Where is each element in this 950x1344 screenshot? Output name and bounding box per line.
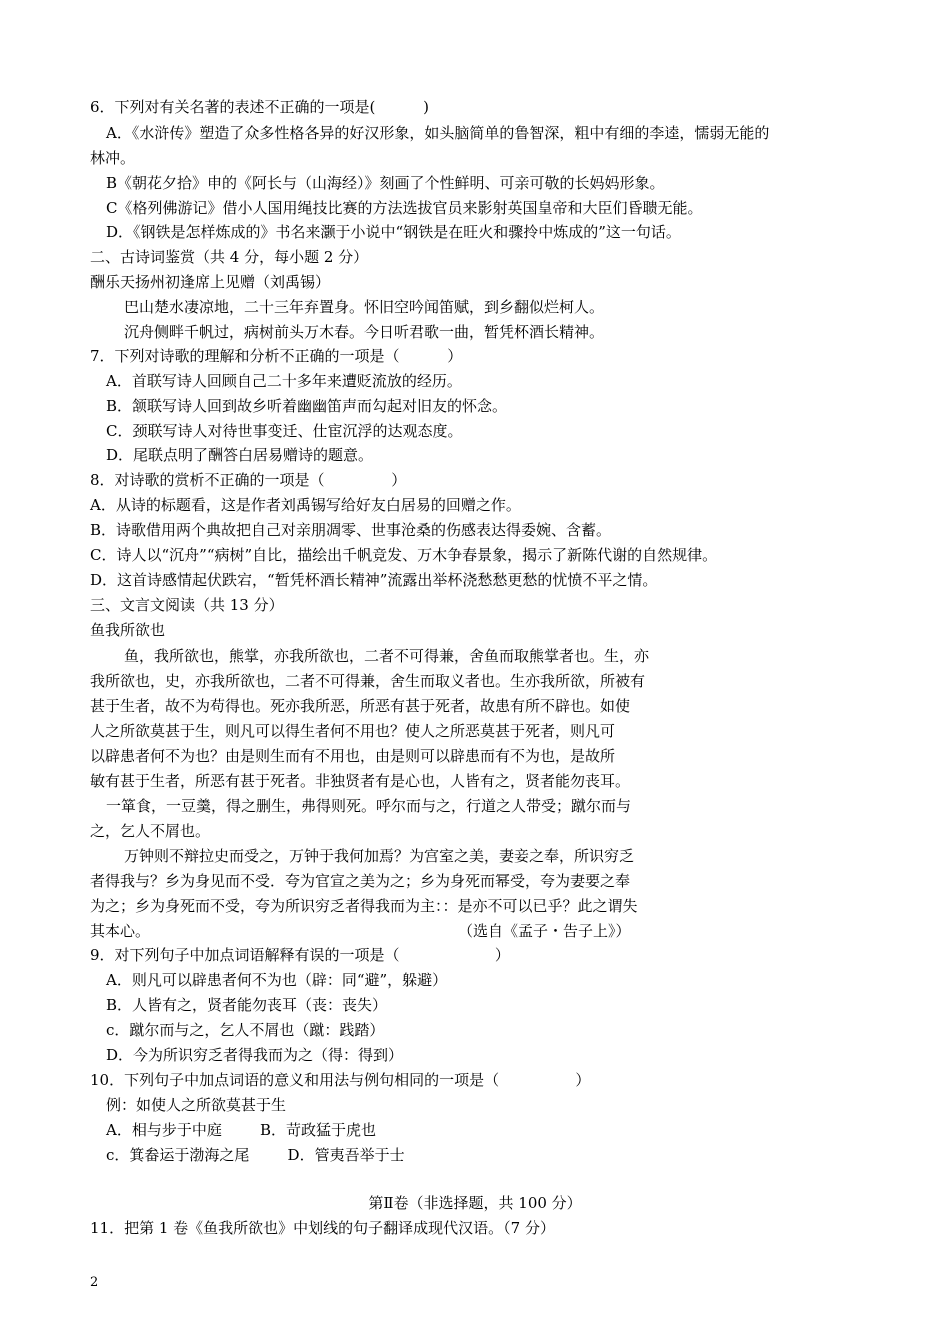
q10-example: 例：如使人之所欲莫甚于生 <box>106 1096 287 1114</box>
q7-option-c: C．颈联写诗人对待世事变迁、仕宦沉浮的达观态度。 <box>106 422 463 440</box>
passage-line: 敏有甚于生者，所恶有甚于死者。非独贤者有是心也，人皆有之，贤者能勿丧耳。 <box>90 772 631 790</box>
poem-line-2: 沉舟侧畔千帆过，病树前头万木春。今日听君歌一曲，暂凭杯酒长精神。 <box>124 323 605 341</box>
q9-option-b: B．人皆有之，贤者能勿丧耳（丧：丧失） <box>106 996 388 1014</box>
q7-option-d: D．尾联点明了酬答白居易赠诗的题意。 <box>106 446 374 464</box>
poem-line-1: 巴山楚水凄凉地，二十三年弃置身。怀旧空吟闻笛赋，到乡翻似烂柯人。 <box>124 298 605 316</box>
q10-options-ab: A．相与步于中庭 B．苛政猛于虎也 <box>106 1121 377 1139</box>
question-8-stem: 8．对诗歌的赏析不正确的一项是（ ） <box>90 471 407 489</box>
q10-options-cd: c．箕畚运于渤海之尾 D．管夷吾举于士 <box>106 1146 405 1164</box>
part-2-heading: 第Ⅱ卷（非选择题，共 100 分） <box>368 1194 582 1212</box>
question-11-stem: 11．把第 1 卷《鱼我所欲也》中划线的句子翻译成现代汉语。（7 分） <box>90 1219 555 1237</box>
q8-option-b: B．诗歌借用两个典故把自己对亲朋凋零、世事沧桑的伤感表达得委婉、含蓄。 <box>90 521 612 539</box>
q6-option-a: A．《水浒传》塑造了众多性格各异的好汉形象，如头脑简单的鲁智深，粗中有细的李逵，懦弱无能的 <box>106 124 770 142</box>
q7-option-b: B．颔联写诗人回到故乡听着幽幽笛声而勾起对旧友的怀念。 <box>106 397 508 415</box>
q6-option-c: C《格列佛游记》借小人国用绳技比赛的方法选拔官员来影射英国皇帝和大臣们昏聩无能。 <box>106 199 703 217</box>
passage-line: 甚于生者，故不为苟得也。死亦我所恶，所恶有甚于死者，故患有所不辟也。如使 <box>90 697 631 715</box>
passage-line: 以辟患者何不为也？由是则生而有不用也，由是则可以辟患而有不为也，是故所 <box>90 747 616 765</box>
q9-option-a: A．则凡可以辟患者何不为也（辟：同“避”，躲避） <box>106 971 448 989</box>
passage-line: 我所欲也，史，亦我所欲也，二者不可得兼，舍生而取义者也。生亦我所欲，所被有 <box>90 672 646 690</box>
passage-line: 之，乞人不屑也。 <box>90 822 211 840</box>
passage-line: 者得我与？乡为身见而不受．夸为官宣之美为之；乡为身死而幂受，夸为妻要之奉 <box>90 872 631 890</box>
passage-line: 万钟则不辩拉史而受之，万钟于我何加焉？为宫室之美，妻妾之奉，所识穷乏 <box>124 847 635 865</box>
section-2-heading: 二、古诗词鉴赏（共 4 分，每小题 2 分） <box>90 248 369 266</box>
question-6-stem: 6．下列对有关名著的表述不正确的一项是( ) <box>90 98 429 116</box>
q8-option-c: C．诗人以“沉舟”“病树”自比，描绘出千帆竞发、万木争春景象，揭示了新陈代谢的自然规律。 <box>90 546 718 564</box>
passage-title: 鱼我所欲也 <box>90 621 166 639</box>
question-7-stem: 7．下列对诗歌的理解和分析不正确的一项是（ ） <box>90 347 463 365</box>
q9-option-d: D．今为所识穷乏者得我而为之（得：得到） <box>106 1046 404 1064</box>
page-number: 2 <box>90 1275 99 1290</box>
section-3-heading: 三、文言文阅读（共 13 分） <box>90 596 284 614</box>
q8-option-d: D．这首诗感情起伏跌宕，“暂凭杯酒长精神”流露出举杯浇愁愁更愁的忧愤不平之情。 <box>90 571 658 589</box>
q6-option-d: D．《钢铁是怎样炼成的》书名来灏于小说中“钢铁是在旺火和骤拎中炼成的”这一句话。 <box>106 223 681 241</box>
question-10-stem: 10．下列句子中加点词语的意义和用法与例句相同的一项是（ ） <box>90 1071 591 1089</box>
passage-line: 鱼，我所欲也，熊掌，亦我所欲也，二者不可得兼，舍鱼而取熊掌者也。生，亦 <box>124 647 650 665</box>
q6-option-a-cont: 林冲。 <box>90 149 136 167</box>
passage-line: 其本心。 <box>90 922 151 940</box>
q9-option-c: c．蹴尔而与之，乞人不屑也（蹴：践踏） <box>106 1021 385 1039</box>
passage-line: 为之；乡为身死而不受，夸为所识穷乏者得我而为主：：是亦不可以已乎？此之谓失 <box>90 897 638 915</box>
q6-option-b: B《朝花夕拾》申的《阿长与（山海经）》刻画了个性鲜明、可亲可敬的长妈妈形象。 <box>106 174 665 192</box>
q8-option-a: A．从诗的标题看，这是作者刘禹锡写给好友白居易的回赠之作。 <box>90 496 521 514</box>
q7-option-a: A．首联写诗人回顾自己二十多年来遭贬流放的经历。 <box>106 372 462 390</box>
passage-line: 人之所欲莫甚于生，则凡可以得生者何不用也？使人之所恶莫甚于死者，则凡可 <box>90 722 616 740</box>
question-9-stem: 9．对下列句子中加点词语解释有误的一项是（ ） <box>90 946 510 964</box>
poem-title: 酬乐天扬州初逢席上见赠（刘禹锡） <box>90 273 331 291</box>
passage-source: （选自《孟子・告子上》） <box>458 922 631 940</box>
passage-line: 一箪食，一豆羹，得之删生，弗得则死。呼尔而与之，行道之人带受；蹴尔而与 <box>106 797 632 815</box>
